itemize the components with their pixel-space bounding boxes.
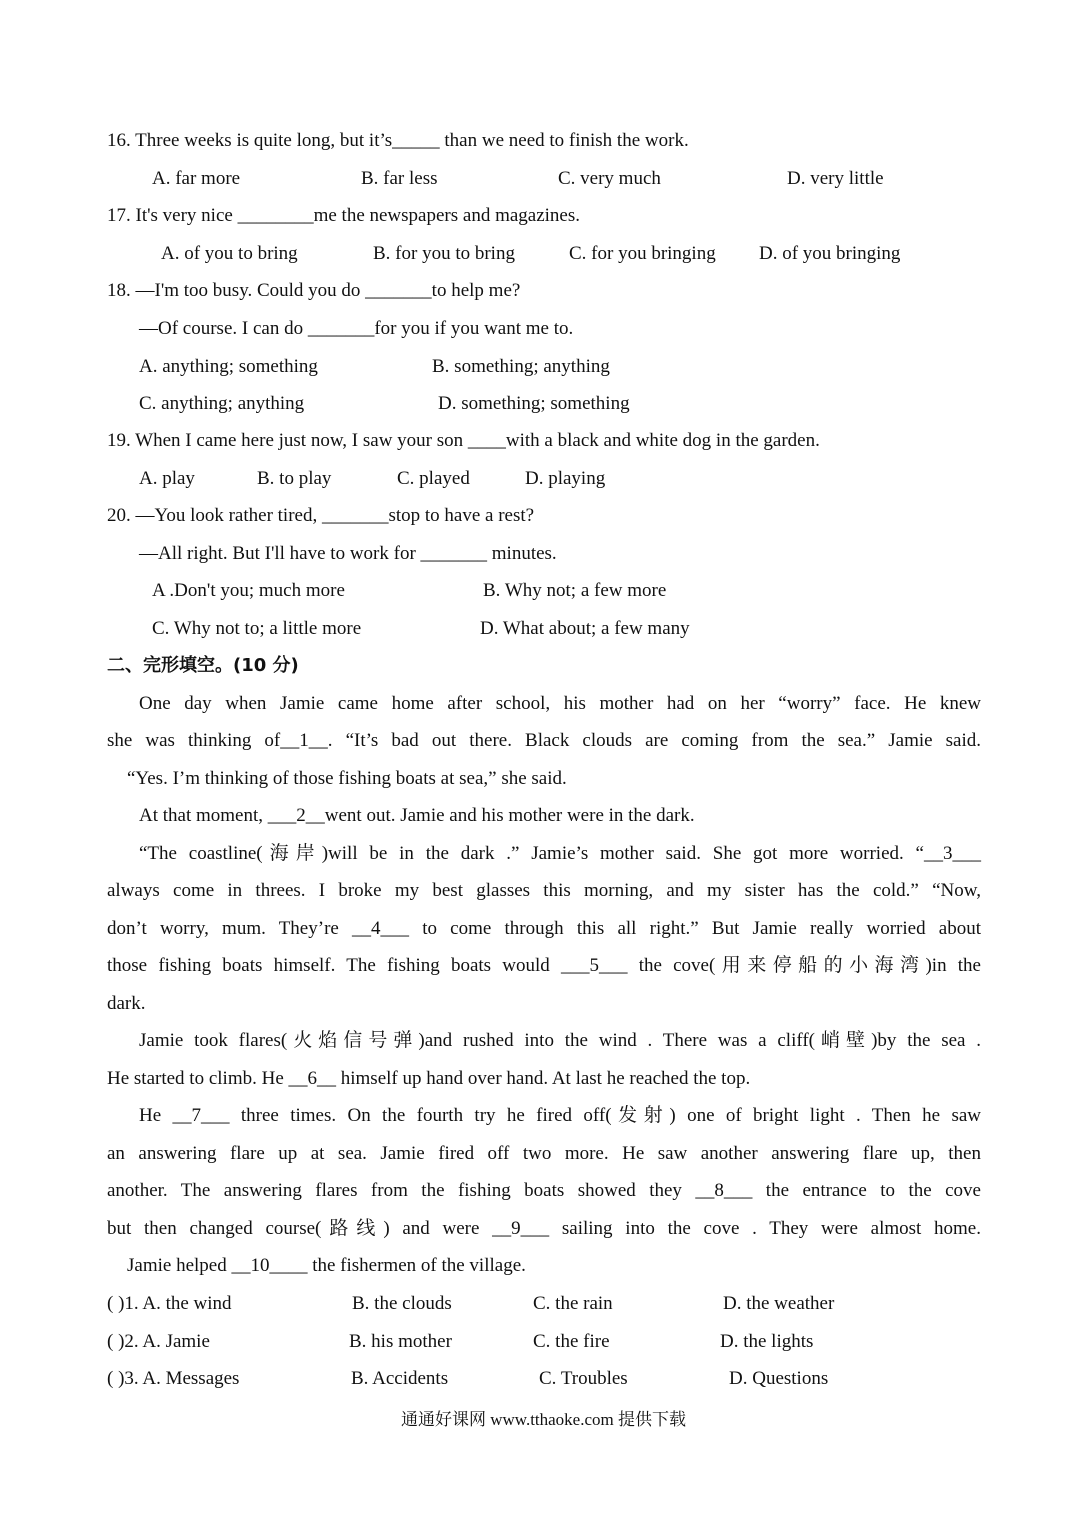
answer-row-2-d: D. the lights [720,1331,814,1352]
q19-option-b: B. to play [257,468,332,489]
q17-option-c: C. for you bringing [569,243,716,264]
q18-option-b: B. something; anything [432,356,610,377]
passage-line: One day when Jamie came home after school, his mother had on her “worry” face. He knew [139,693,981,714]
q20-option-a: A .Don't you; much more [152,580,345,601]
passage-line: an answering flare up at sea. Jamie fired off two more. He saw another answering flare up, then [107,1143,981,1164]
answer-row-3-d: D. Questions [729,1368,829,1389]
q16-option-b: B. far less [361,168,438,189]
q17-option-d: D. of you bringing [759,243,901,264]
passage-line: she was thinking of__1__. “It’s bad out there. Black clouds are coming from the sea.” Jamie said. [107,730,981,751]
q16-option-d: D. very little [787,168,884,189]
q20-stem-2: —All right. But I'll have to work for _______ minutes. [139,543,557,564]
q16-option-a: A. far more [152,168,241,189]
q16-option-c: C. very much [558,168,661,189]
q19-option-c: C. played [397,468,470,489]
q19-stem: 19. When I came here just now, I saw your son ____with a black and white dog in the garden. [107,430,820,451]
passage-line: Jamie helped __10____ the fishermen of the village. [127,1255,526,1276]
answer-row-1-b: B. the clouds [352,1293,452,1314]
q18-option-c: C. anything; anything [139,393,305,414]
q17-option-a: A. of you to bring [161,243,298,264]
answer-row-1-c: C. the rain [533,1293,613,1314]
q20-option-d: D. What about; a few many [480,618,690,639]
section-heading: 二、完形填空。(10 分) [107,655,299,676]
passage-line: dark. [107,993,146,1014]
q17-stem: 17. It's very nice ________me the newspapers and magazines. [107,205,581,226]
page-footer: 通通好课网 www.tthaoke.com 提供下载 [400,1410,687,1429]
passage-line: but then changed course(路线) and were __9___ sailing into the cove . They were almost home. [107,1218,981,1239]
answer-row-2-a: ( )2. A. Jamie [107,1331,210,1352]
q20-option-b: B. Why not; a few more [483,580,667,601]
passage-line: He started to climb. He __6__ himself up hand over hand. At last he reached the top. [107,1068,751,1089]
q18-option-d: D. something; something [438,393,630,414]
passage-line: those fishing boats himself. The fishing boats would ___5___ the cove(用来停船的小海湾)in the [107,955,981,976]
answer-row-3-c: C. Troubles [539,1368,628,1389]
q20-option-c: C. Why not to; a little more [152,618,362,639]
answer-row-1-d: D. the weather [723,1293,835,1314]
passage-line: At that moment, ___2__went out. Jamie and his mother were in the dark. [139,805,695,826]
q17-option-b: B. for you to bring [373,243,515,264]
answer-row-2-c: C. the fire [533,1331,610,1352]
passage-line: Jamie took flares(火焰信号弹)and rushed into the wind . There was a cliff(峭壁)by the sea . [139,1030,981,1051]
q16-stem: 16. Three weeks is quite long, but it’s_____ than we need to finish the work. [107,130,689,151]
q19-option-d: D. playing [525,468,606,489]
q18-stem-2: —Of course. I can do _______for you if you want me to. [139,318,574,339]
passage-line: always come in threes. I broke my best glasses this morning, and my sister has the cold.” “Now, [107,880,981,901]
passage-line: “The coastline(海岸)will be in the dark .” Jamie’s mother said. She got more worried. “__3___ [139,843,981,864]
q18-option-a: A. anything; something [139,356,318,377]
q18-stem-1: 18. —I'm too busy. Could you do _______to help me? [107,280,521,301]
answer-row-3-b: B. Accidents [351,1368,449,1389]
answer-row-3-a: ( )3. A. Messages [107,1368,240,1389]
q20-stem-1: 20. —You look rather tired, _______stop to have a rest? [107,505,535,526]
passage-line: “Yes. I’m thinking of those fishing boats at sea,” she said. [127,768,567,789]
passage-line: another. The answering flares from the fishing boats showed they __8___ the entrance to the cove [107,1180,981,1201]
answer-row-1-a: ( )1. A. the wind [107,1293,232,1314]
passage-line: He __7___ three times. On the fourth try he fired off(发射) one of bright light . Then he saw [139,1105,981,1126]
answer-row-2-b: B. his mother [349,1331,452,1352]
passage-line: don’t worry, mum. They’re __4___ to come through this all right.” But Jamie really worried about [107,918,981,939]
q19-option-a: A. play [139,468,195,489]
